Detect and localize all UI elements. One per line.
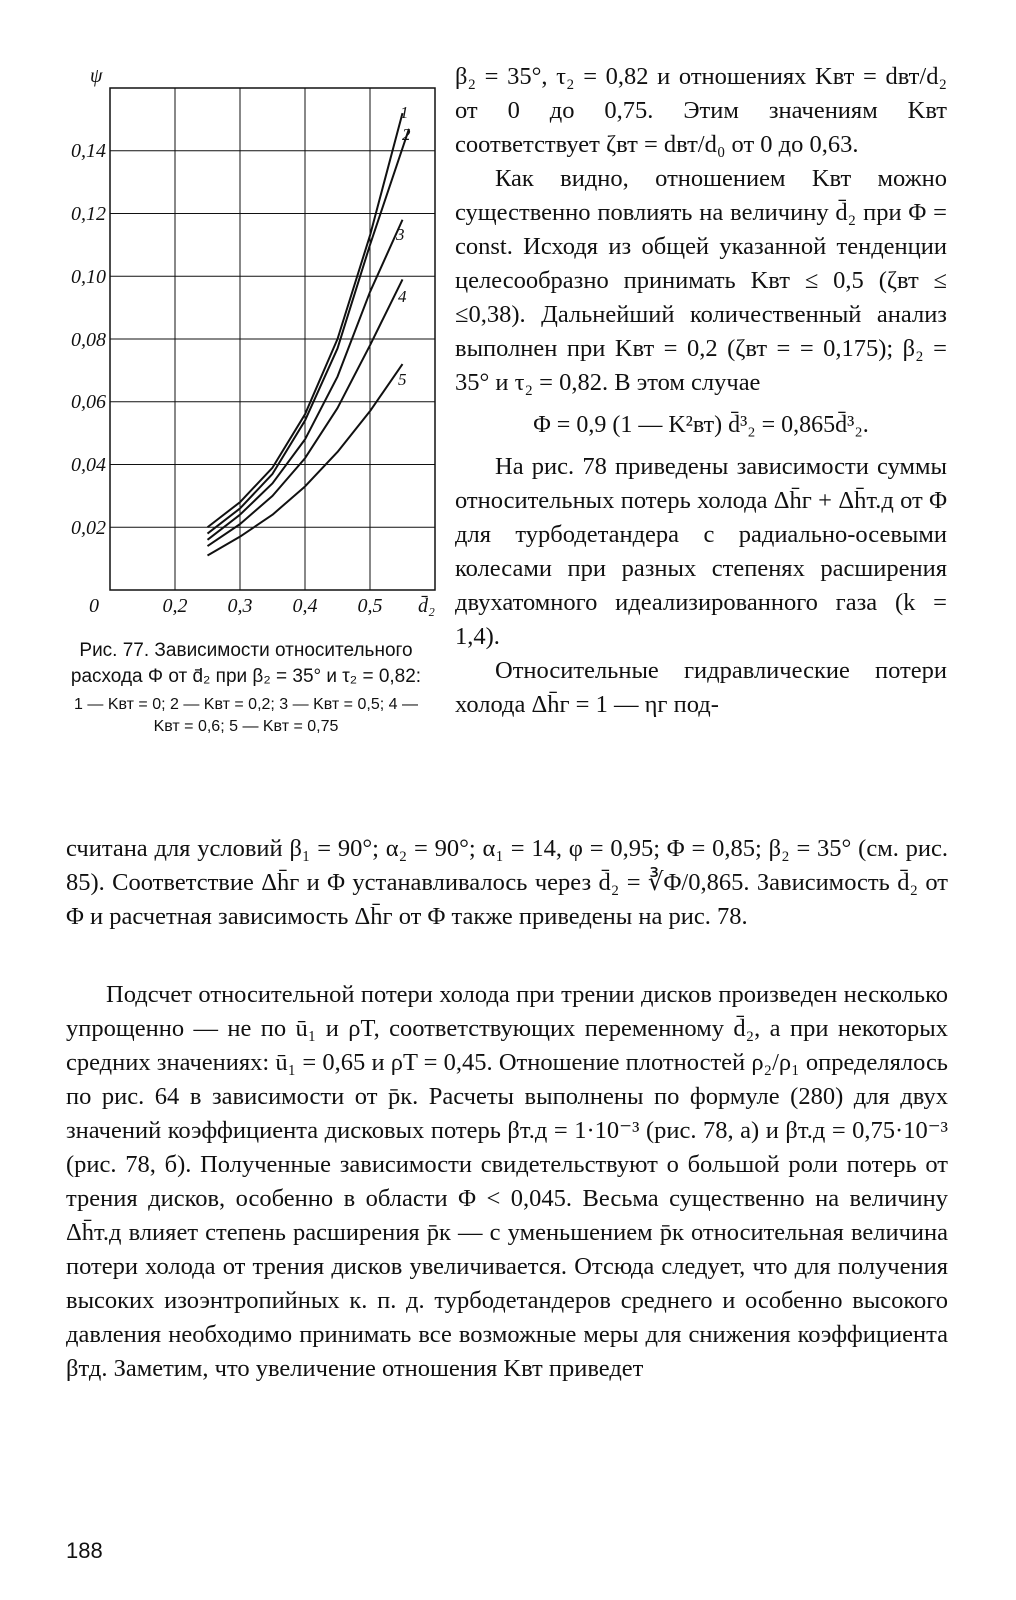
y-tick-label: 0,10 xyxy=(71,266,106,288)
curves xyxy=(208,113,410,555)
x-tick-label: 0 xyxy=(89,595,99,617)
y-tick-label: 0,06 xyxy=(71,391,106,413)
caption-title: Рис. 77. Зависимости относительного расхода Φ от d̄₂ при β₂ = 35° и τ₂ = 0,82: xyxy=(70,640,422,687)
paragraph: β₂ = 35°, τ₂ = 0,82 и отношениях Kвт = dвт/d₂ от 0 до 0,75. Этим значениям Kвт соответствует ζвт = dвт/d₀ от 0 до 0,63. xyxy=(455,63,947,158)
y-tick-label: 0,14 xyxy=(71,140,106,162)
full-width-text-2 xyxy=(66,978,948,1386)
full-width-text-1 xyxy=(66,832,948,934)
x-axis-label: d̄₂ xyxy=(418,595,435,617)
x-tick-label: 0,2 xyxy=(162,595,188,617)
x-tick-labels xyxy=(89,595,383,617)
paragraph: На рис. 78 приведены зависимости суммы относительных потерь холода Δh̄г + Δh̄т.д от Φ для турбодетандера с радиально-осевыми колесами при разных степенях расширения двухатомного идеализированного газа (k = 1,4). xyxy=(455,453,947,650)
curve-label-2: 2 xyxy=(402,125,411,144)
paragraph: Подсчет относительной потери холода при трении дисков произведен несколько упрощенно — не по ū₁ и ρT, соответствующих переменному d̄₂, а при некоторых средних значениях: ū₁ = 0,65 и ρT = 0,45. Отношение плотностей ρ₂/ρ₁ определялось по рис. 64 в зависимости от p̄к. Расчеты выполнены по формуле (280) для двух значений коэффициента дисковых потерь βт.д = 1·10⁻³ (рис. 78, а) и βт.д = 0,75·10⁻³ (рис. 78, б). Полученные зависимости свидетельствуют о большой роли потерь от трения дисков, особенно в области Φ < 0,045. Весьма существенно на величину Δh̄т.д влияет степень расширения p̄к — с уменьшением p̄к относительная величина потери холода от трения дисков увеличивается. Отсюда следует, что для получения высоких изоэнтропийных к. п. д. турбодетандеров среднего и особенно высокого давления необходимо принимать все возможные меры для снижения коэффициента βтд. Заметим, что увеличение отношения Kвт приведет xyxy=(66,981,948,1382)
caption-legend: 1 — Kвт = 0; 2 — Kвт = 0,2; 3 — Kвт = 0,5; 4 — Kвт = 0,6; 5 — Kвт = 0,75 xyxy=(74,696,418,735)
right-column-text xyxy=(455,60,947,722)
formula: Φ = 0,9 (1 — K²вт) d̄³₂ = 0,865d̄³₂. xyxy=(533,412,869,438)
x-tick-label: 0,3 xyxy=(227,595,253,617)
y-axis-label: ψ xyxy=(90,65,103,87)
y-tick-label: 0,04 xyxy=(71,454,106,476)
curve-label-3: 3 xyxy=(396,225,405,244)
curve-label-1: 1 xyxy=(400,103,409,122)
paragraph: считана для условий β₁ = 90°; α₂ = 90°; α₁ = 14, φ = 0,95; Φ = 0,85; β₂ = 35° (см. рис. 85). Соответствие Δh̄г и Φ устанавливалось через d̄₂ = ∛Φ/0,865. Зависимость d̄₂ от Φ и расчетная зависимость Δh̄г от Φ также приведены на рис. 78. xyxy=(66,835,948,930)
line-chart xyxy=(60,60,440,620)
figure-caption xyxy=(60,638,432,738)
y-tick-label: 0,12 xyxy=(71,203,106,225)
curve-2 xyxy=(208,129,410,534)
x-tick-label: 0,5 xyxy=(357,595,383,617)
y-tick-label: 0,08 xyxy=(71,329,106,351)
figure-77 xyxy=(60,60,440,620)
page-number: 188 xyxy=(66,1538,103,1563)
y-tick-label: 0,02 xyxy=(71,517,106,539)
curve-label-5: 5 xyxy=(398,370,407,389)
x-tick-label: 0,4 xyxy=(292,595,318,617)
curve-label-4: 4 xyxy=(398,287,407,306)
paragraph: Как видно, отношением Kвт можно существенно повлиять на величину d̄₂ при Φ = const. Исходя из общей указанной тенденции целесообразно принимать Kвт ≤ 0,5 (ζвт ≤ ≤0,38). Дальнейший количественный анализ выполнен при Kвт = 0,2 (ζвт = = 0,175); β₂ = 35° и τ₂ = 0,82. В этом случае xyxy=(455,165,947,396)
y-tick-labels xyxy=(71,140,106,539)
paragraph: Относительные гидравлические потери холода Δh̄г = 1 — ηг под- xyxy=(455,657,947,718)
